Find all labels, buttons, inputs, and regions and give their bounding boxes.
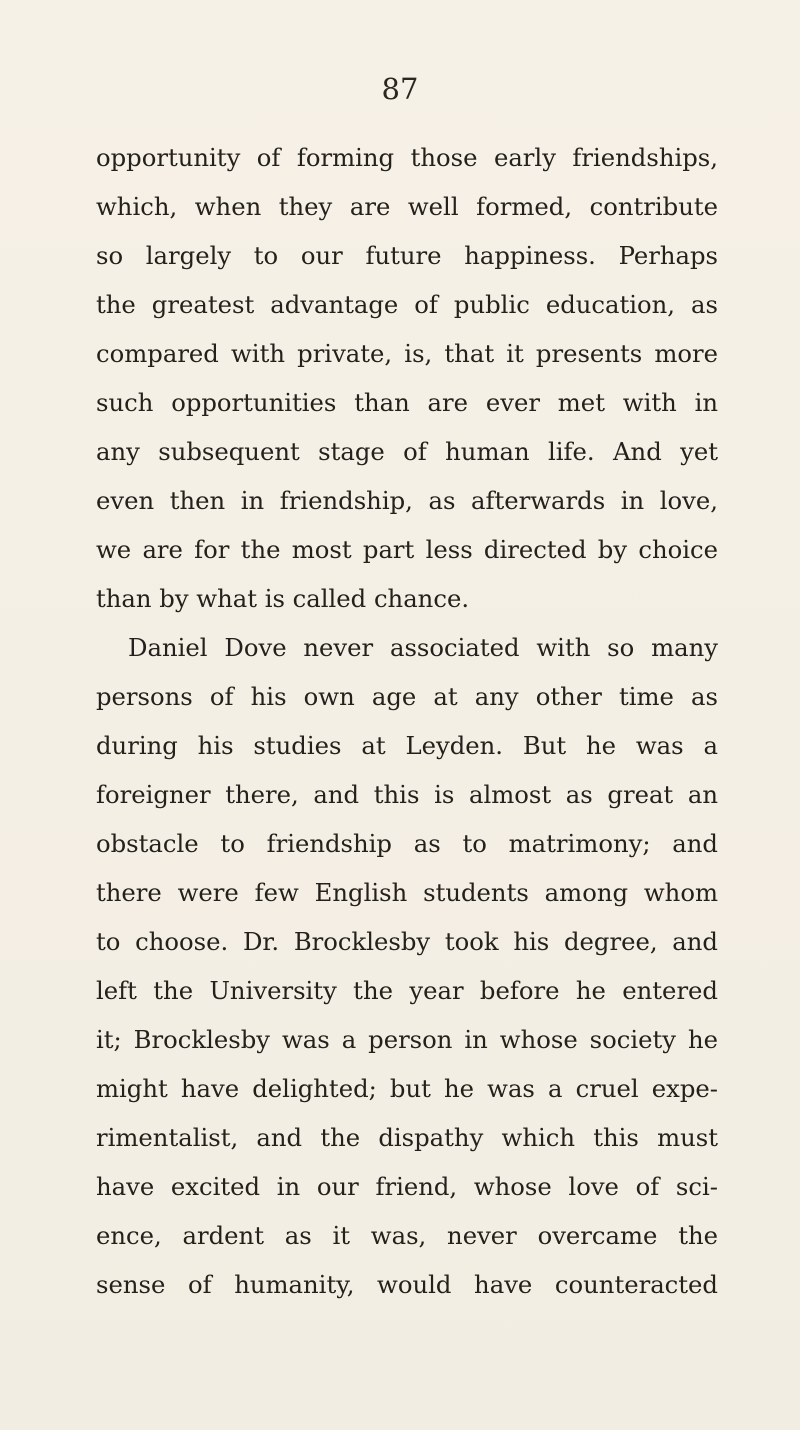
text-line: to choose. Dr. Brocklesby took his degree, and — [96, 927, 718, 956]
text-line: so largely to our future happiness. Perhaps — [96, 241, 718, 270]
text-line: which, when they are well formed, contribute — [96, 192, 718, 221]
text-line: we are for the most part less directed by choice — [96, 535, 718, 564]
text-line: ence, ardent as it was, never overcame the — [96, 1221, 718, 1250]
text-line-paragraph-start: Daniel Dove never associated with so many — [128, 633, 718, 662]
text-line: foreigner there, and this is almost as great an — [96, 780, 718, 809]
text-line: the greatest advantage of public education, as — [96, 290, 718, 319]
body-text — [96, 133, 718, 1309]
page-number: 87 — [381, 72, 419, 106]
text-line-paragraph-end: than by what is called chance. — [96, 584, 470, 613]
text-line: even then in friendship, as afterwards in love, — [96, 486, 718, 515]
text-line: have excited in our friend, whose love of sci- — [96, 1172, 718, 1201]
text-line: during his studies at Leyden. But he was a — [96, 731, 718, 760]
text-line: might have delighted; but he was a cruel expe- — [96, 1074, 718, 1103]
text-line: sense of humanity, would have counteracted — [96, 1270, 718, 1299]
text-line: opportunity of forming those early friendships, — [96, 143, 718, 172]
text-line: there were few English students among whom — [96, 878, 718, 907]
text-line: such opportunities than are ever met with in — [96, 388, 718, 417]
text-line: any subsequent stage of human life. And yet — [96, 437, 718, 466]
text-line: compared with private, is, that it presents more — [96, 339, 718, 368]
text-line: obstacle to friendship as to matrimony; and — [96, 829, 718, 858]
text-line: it; Brocklesby was a person in whose society he — [96, 1025, 718, 1054]
text-line: left the University the year before he entered — [96, 976, 718, 1005]
text-line: persons of his own age at any other time as — [96, 682, 718, 711]
text-line: rimentalist, and the dispathy which this must — [96, 1123, 718, 1152]
